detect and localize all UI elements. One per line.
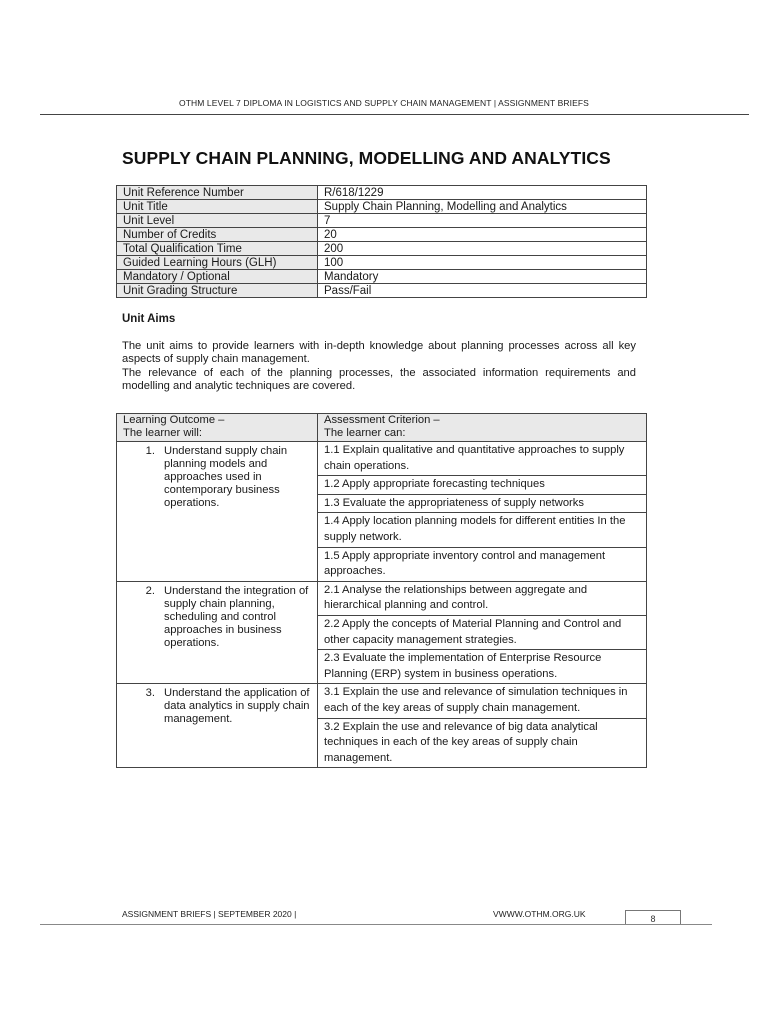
unit-aims-paragraph: The unit aims to provide learners with in-depth knowledge about planning processes across all key aspects of supply chain management. xyxy=(122,340,636,366)
footer-divider xyxy=(40,924,712,925)
criterion-cell: 3.2 Explain the use and relevance of big data analytical techniques in each of the key areas of supply chain management. xyxy=(318,718,647,768)
footer-left-text: ASSIGNMENT BRIEFS | SEPTEMBER 2020 | xyxy=(122,909,297,919)
table-row xyxy=(117,186,647,200)
table-header-row xyxy=(117,414,647,442)
page-number: 8 xyxy=(625,910,681,925)
header-line: Learning Outcome – xyxy=(123,414,225,426)
outcome-text: Understand supply chain planning models and approaches used in contemporary business operations. xyxy=(164,445,288,509)
learning-outcomes-table xyxy=(116,413,647,768)
header-line: The learner will: xyxy=(123,427,202,439)
unit-info-table xyxy=(116,185,647,298)
table-row xyxy=(117,442,647,476)
unit-info-value: Pass/Fail xyxy=(318,284,647,298)
unit-info-value: Supply Chain Planning, Modelling and Analytics xyxy=(318,200,647,214)
unit-info-label: Mandatory / Optional xyxy=(117,270,318,284)
criterion-cell: 2.2 Apply the concepts of Material Planning and Control and other capacity management strategies. xyxy=(318,615,647,649)
criterion-cell: 1.1 Explain qualitative and quantitative approaches to supply chain operations. xyxy=(318,442,647,476)
unit-aims-paragraph: The relevance of each of the planning processes, the associated information requirements and modelling and analytic techniques are covered. xyxy=(122,366,636,393)
header-line: Assessment Criterion – xyxy=(324,414,440,426)
unit-info-label: Guided Learning Hours (GLH) xyxy=(117,256,318,270)
outcome-number: 2. xyxy=(145,584,155,597)
unit-info-value: Mandatory xyxy=(318,270,647,284)
page-header: OTHM LEVEL 7 DIPLOMA IN LOGISTICS AND SUPPLY CHAIN MANAGEMENT | ASSIGNMENT BRIEFS xyxy=(179,98,589,108)
outcome-number: 1. xyxy=(145,445,155,457)
table-row xyxy=(117,228,647,242)
learning-outcome-cell xyxy=(117,442,318,582)
criterion-cell: 2.3 Evaluate the implementation of Enterprise Resource Planning (ERP) system in business operations. xyxy=(318,650,647,684)
table-row xyxy=(117,684,647,718)
unit-aims-body xyxy=(122,340,636,394)
header-line: The learner can: xyxy=(324,427,406,439)
unit-info-value: R/618/1229 xyxy=(318,186,647,200)
criterion-cell: 1.5 Apply appropriate inventory control and management approaches. xyxy=(318,547,647,581)
header-divider xyxy=(40,114,749,115)
outcome-number: 3. xyxy=(145,687,155,700)
outcome-text: Understand the application of data analytics in supply chain management. xyxy=(164,687,310,726)
criterion-cell: 3.1 Explain the use and relevance of simulation techniques in each of the key areas of supply chain management. xyxy=(318,684,647,718)
unit-info-value: 20 xyxy=(318,228,647,242)
unit-info-label: Unit Title xyxy=(117,200,318,214)
criterion-cell: 1.4 Apply location planning models for different entities In the supply network. xyxy=(318,513,647,547)
unit-info-value: 100 xyxy=(318,256,647,270)
unit-info-label: Total Qualification Time xyxy=(117,242,318,256)
table-row xyxy=(117,270,647,284)
table-row xyxy=(117,284,647,298)
criterion-cell: 1.2 Apply appropriate forecasting techniques xyxy=(318,476,647,495)
unit-info-value: 7 xyxy=(318,214,647,228)
criterion-cell: 1.3 Evaluate the appropriateness of supply networks xyxy=(318,494,647,513)
footer-website: VWWW.OTHM.ORG.UK xyxy=(493,909,586,919)
unit-info-label: Unit Level xyxy=(117,214,318,228)
table-row xyxy=(117,256,647,270)
learning-outcome-cell xyxy=(117,581,318,684)
unit-info-label: Unit Reference Number xyxy=(117,186,318,200)
table-row xyxy=(117,581,647,615)
criterion-cell: 2.1 Analyse the relationships between aggregate and hierarchical planning and control. xyxy=(318,581,647,615)
unit-info-value: 200 xyxy=(318,242,647,256)
page-title: SUPPLY CHAIN PLANNING, MODELLING AND ANALYTICS xyxy=(122,148,611,168)
learning-outcome-cell xyxy=(117,684,318,768)
unit-info-label: Number of Credits xyxy=(117,228,318,242)
table-row xyxy=(117,214,647,228)
table-row xyxy=(117,200,647,214)
table-row xyxy=(117,242,647,256)
assessment-criterion-header xyxy=(318,414,647,442)
unit-info-label: Unit Grading Structure xyxy=(117,284,318,298)
outcome-text: Understand the integration of supply chain planning, scheduling and control approaches in business operations. xyxy=(164,584,309,649)
learning-outcome-header xyxy=(117,414,318,442)
unit-aims-heading: Unit Aims xyxy=(122,313,176,325)
